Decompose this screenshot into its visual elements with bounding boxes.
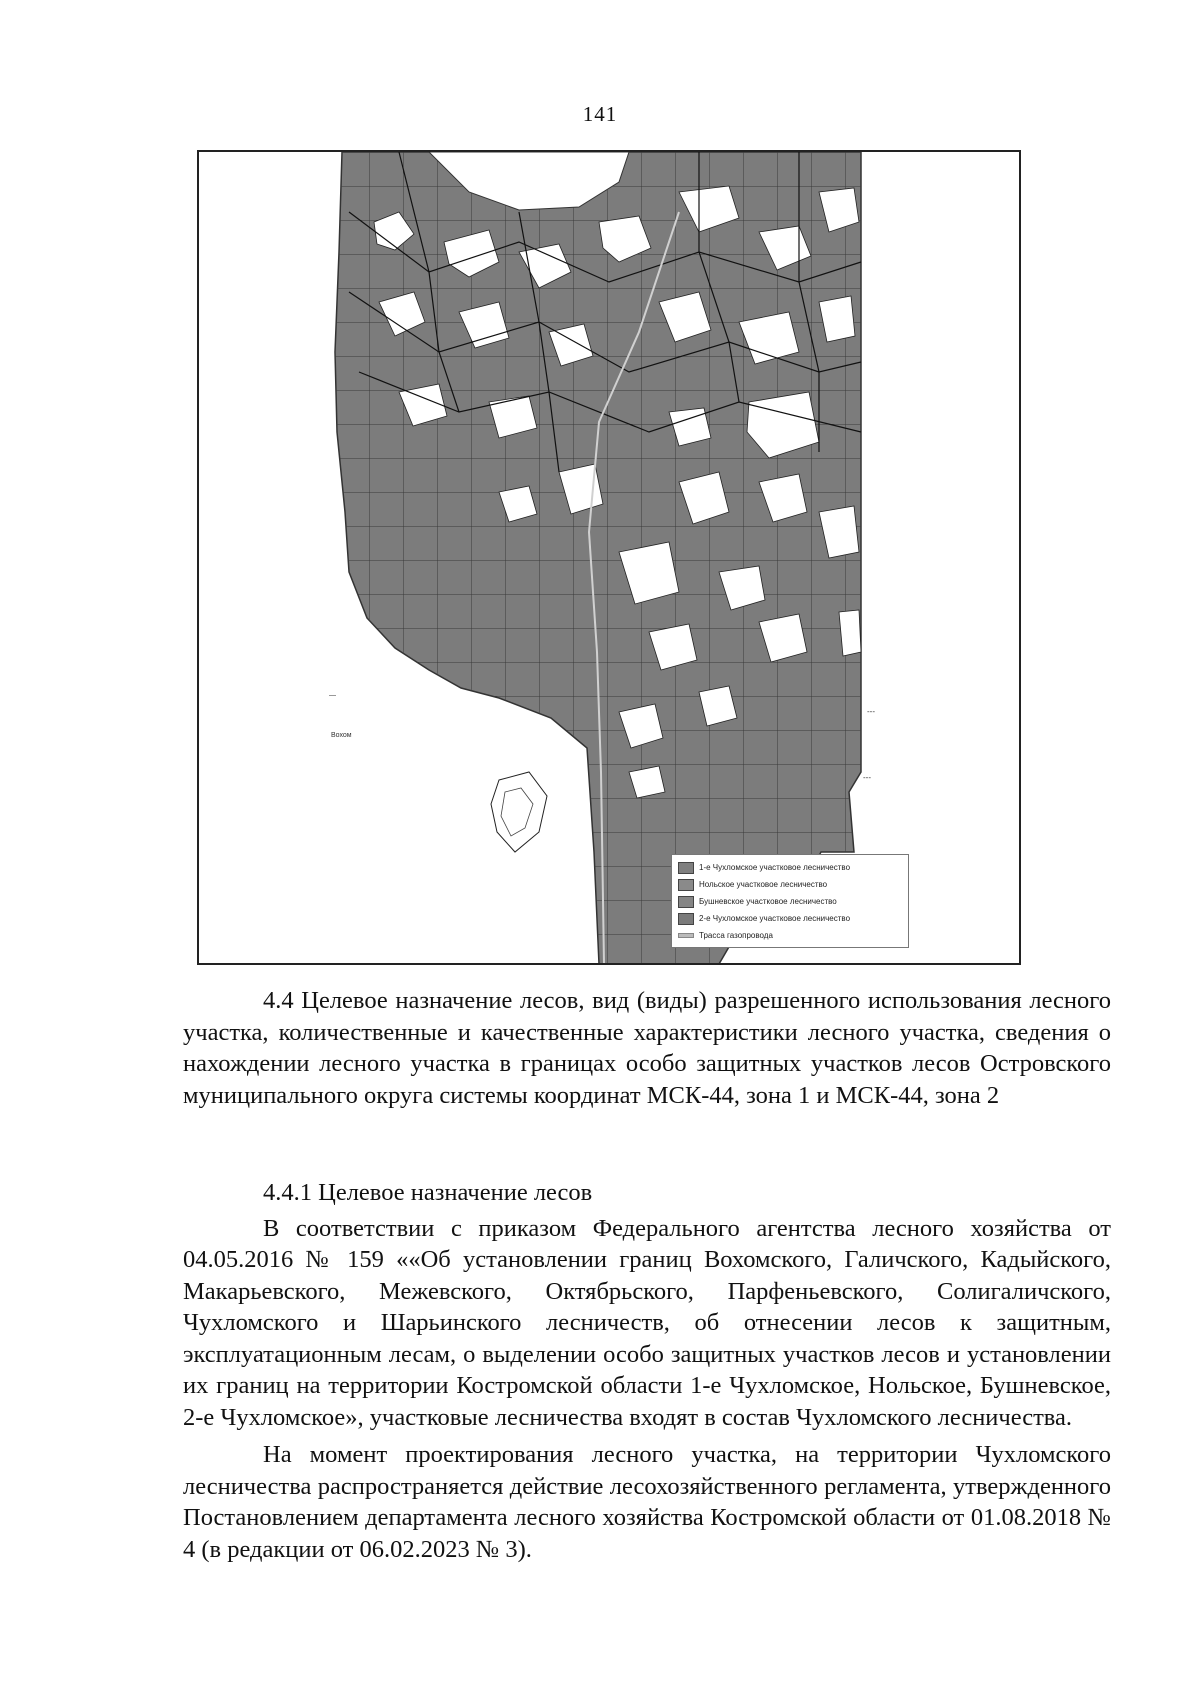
map-legend bbox=[671, 854, 909, 948]
legend-label: 2-е Чухломское участковое лесничество bbox=[699, 914, 851, 923]
legend-label: Бушневское участковое лесничество bbox=[699, 897, 837, 906]
section-4-4-1 bbox=[183, 1177, 1111, 1565]
island bbox=[491, 772, 547, 852]
map-side-mark: — bbox=[329, 692, 336, 699]
legend-item bbox=[678, 876, 902, 893]
page-number: 141 bbox=[582, 102, 618, 126]
legend-item bbox=[678, 893, 902, 910]
section-4-4 bbox=[183, 985, 1111, 1111]
legend-item bbox=[678, 910, 902, 927]
legend-swatch bbox=[678, 913, 694, 925]
legend-label: Трасса газопровода bbox=[699, 931, 773, 940]
svg-text:---: --- bbox=[867, 707, 875, 716]
legend-swatch bbox=[678, 862, 694, 874]
legend-label: 1-е Чухломское участковое лесничество bbox=[699, 863, 851, 872]
section-4-4-text: 4.4 Целевое назначение лесов, вид (виды) разрешенного использования лесного участка, количественные и качественные характеристики лесного участка, сведения о нахождении лесного участка в границах особо защитных участков лесов Островского муниципального округа системы координат МСК-44, зона 1 и МСК-44, зона 2 bbox=[183, 987, 1111, 1109]
section-4-4-1-paragraph-1: В соответствии с приказом Федерального агентства лесного хозяйства от 04.05.2016 № 159 ««Об установлении границ Вохомского, Галичского, Кадыйского, Макарьевского, Межевского, Октябрьского, Парфеньевского, Солигаличского, Чухломского и Шарьинского лесничеств, об отнесении лесов к защитным, эксплуатационным лесам, о выделении особо защитных участков лесов и установлении их границ на территории Костромской области 1-е Чухломское, Нольское, Бушневское, 2-е Чухломское», участковые лесничества входят в состав Чухломского лесничества. bbox=[183, 1214, 1111, 1431]
map-side-label: Вохом bbox=[331, 732, 352, 739]
legend-item bbox=[678, 859, 902, 876]
section-4-4-1-paragraph-2: На момент проектирования лесного участка, на территории Чухломского лесничества распространяется действие лесохозяйственного регламента, утвержденного Постановлением департамента лесного хозяйства Костромской области от 01.08.2018 № 4 (в редакции от 06.02.2023 № 3). bbox=[183, 1441, 1111, 1563]
forest-district-map bbox=[197, 150, 1021, 965]
legend-swatch bbox=[678, 896, 694, 908]
svg-text:---: --- bbox=[863, 773, 871, 782]
legend-label: Нольское участковое лесничество bbox=[699, 880, 828, 889]
section-4-4-1-heading: 4.4.1 Целевое назначение лесов bbox=[263, 1179, 593, 1206]
map-drawing bbox=[199, 152, 1021, 965]
legend-swatch bbox=[678, 933, 694, 938]
legend-swatch bbox=[678, 879, 694, 891]
legend-item bbox=[678, 927, 902, 944]
